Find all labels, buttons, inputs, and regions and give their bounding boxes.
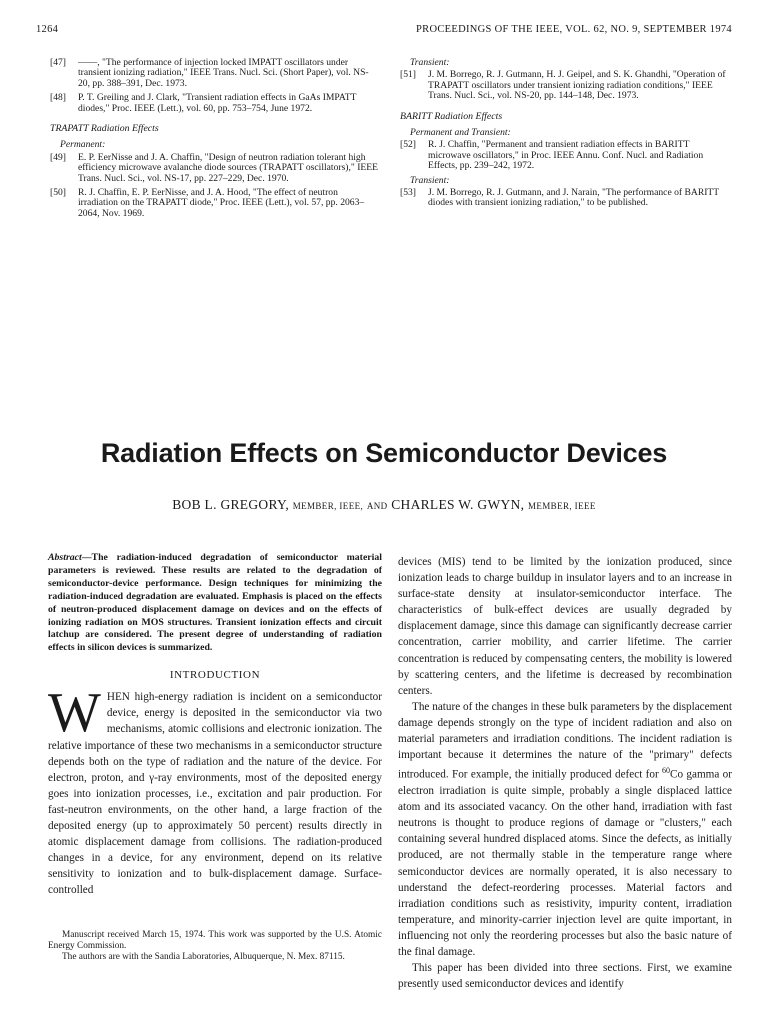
author-name: CHARLES W. GWYN, [391, 497, 525, 512]
reference-item [400, 188, 734, 209]
reference-item [50, 153, 380, 184]
isotope-superscript: 60 [662, 766, 671, 776]
left-column [48, 552, 382, 898]
reference-number: [48] [50, 92, 66, 104]
body-paragraph: This paper has been divided into three sections. First, we examine presently used semiconductor devices and identify [398, 962, 732, 991]
subheading-permanent-transient: Permanent and Transient: [410, 127, 511, 139]
body-paragraph: devices (MIS) tend to be limited by the ionization produced, since ionization leads to charge buildup in insulator layers and to an increase in surface-state density at insulator-semiconductor interface. The characteristics of bulk-effect devices are usually degraded by displacement damage, since this damage can significantly decrease carrier concentration, carrier mobility, and carrier lifetime. The carrier concentration is reduced by compensating centers, the mobility is lowered by scattering centers, and the lifetime is decreased by recombination centers. [398, 556, 732, 697]
reference-number: [52] [400, 139, 416, 151]
abstract [48, 552, 382, 655]
abstract-text: —The radiation-induced degradation of semiconductor material parameters is reviewed. These results are related to the degradation of semiconductor-device performance. Design techniques for minimizing the radiation-induced degradation are evaluated. Emphasis is placed on the effects of neutron-produced displacement damage on devices and on the effects of ionizing radiation on MOS structures. Transient ionization effects and circuit latchup are considered. The present degree of understanding of radiation effects in silicon devices is summarized. [48, 552, 382, 654]
right-column [398, 554, 732, 992]
subheading-transient-2: Transient: [410, 174, 450, 186]
reference-text: E. P. EerNisse and J. A. Chaffin, "Design of neutron radiation tolerant high efficiency microwave avalanche diode sources (TRAPATT oscillators)," IEEE Trans. Nucl. Sci., vol. NS-17, pp. 227–229, Dec. 1970. [78, 151, 378, 184]
reference-item [400, 140, 734, 171]
introduction-heading: INTRODUCTION [169, 669, 261, 682]
author-name: BOB L. GREGORY, [172, 497, 289, 512]
abstract-label: Abstract [48, 552, 82, 563]
reference-item [50, 188, 380, 219]
author-line [0, 497, 768, 513]
intro-text: HEN high-energy radiation is incident on a semiconductor device, energy is deposited in the semiconductor via two mechanisms, atomic collisions and electronic ionization. The relative importance of these two mechanisms in a semiconductor structure depends both on the type of radiation and the nature of the device. For electron, proton, and γ-ray environments, most of the deposited energy goes into ionization processes, i.e., excitation and pair production. For fast-neutron environments, on the other hand, a large fraction of the deposited energy (up to approximately 50 percent) results directly in atomic displacement damage from collisions. The radiation-produced changes in a device, for any environment, depend on its relative sensitivity to ionization and to bulk-displacement damage. Surface-controlled [48, 691, 382, 897]
body-text: Co gamma or electron irradiation is quite simple, probably a single displaced lattice atom and its associated vacancy. On the other hand, irradiation with fast neutrons is thought to produce regions of damage or "clusters," each containing several hundred displaced atoms. Since the defects, as initially produced, are not thermally stable in the temperature range where semiconductor devices are normally operated, it is also necessary to understand the defect-reordering processes. Material factors and irradiation conditions such as resistivity, impurity content, irradiation temperature, and minority-carrier injection level are quite important, in influencing not only the reordering processes but also the basic nature of the final damage. [398, 768, 732, 958]
references-left [50, 58, 380, 223]
article-title: Radiation Effects on Semiconductor Devices [100, 438, 668, 468]
footnotes [48, 930, 382, 964]
reference-text: J. M. Borrego, R. J. Gutmann, and J. Narain, "The performance of BARITT diodes with transient ionizing radiation," to be published. [428, 187, 719, 209]
reference-item [400, 70, 734, 101]
author-membership: MEMBER, IEEE, [292, 501, 364, 511]
author-conjunction: AND [366, 501, 388, 511]
drop-cap: W [48, 682, 101, 745]
reference-text: ——, "The performance of injection locked IMPATT oscillators under transient ionizing radiation," IEEE Trans. Nucl. Sci. (Short Paper), vol. NS-20, pp. 388–391, Dec. 1973. [78, 57, 369, 89]
author-membership: MEMBER, IEEE [527, 501, 596, 511]
reference-number: [50] [50, 187, 66, 199]
intro-paragraph [48, 682, 382, 898]
reference-text: J. M. Borrego, R. J. Gutmann, H. J. Geipel, and S. K. Ghandhi, "Operation of TRAPATT oscillators under transient ionizing radiation conditions," IEEE Trans. Nucl. Sci., vol. NS-20, pp. 144–148, Dec. 1973. [428, 69, 726, 102]
references-right [400, 58, 734, 213]
reference-text: R. J. Chaffin, "Permanent and transient radiation effects in BARITT microwave oscillators," in Proc. IEEE Annu. Conf. Nucl. and Radiation Effects, pp. 239–242, 1972. [428, 139, 704, 172]
reference-item [50, 58, 380, 89]
section-heading-trapatt: TRAPATT Radiation Effects [50, 123, 159, 135]
reference-text: R. J. Chaffin, E. P. EerNisse, and J. A. Hood, "The effect of neutron irradiation on the TRAPATT diode," Proc. IEEE (Lett.), vol. 57, pp. 2063–2064, Nov. 1969. [78, 187, 365, 219]
subheading-permanent: Permanent: [60, 139, 106, 151]
body-paragraph [398, 699, 732, 960]
reference-number: [53] [400, 187, 416, 199]
reference-number: [49] [50, 151, 66, 163]
reference-item [50, 93, 380, 114]
footnote-manuscript: Manuscript received March 15, 1974. This work was supported by the U.S. Atomic Energy Commission. [48, 930, 382, 952]
page-number: 1264 [36, 24, 59, 35]
section-heading-baritt: BARITT Radiation Effects [400, 110, 503, 122]
body-text: The nature of the changes in these bulk parameters by the displacement damage depends strongly on the type of incident radiation and also on material parameters and irradiation conditions. The incident radiation is important because it determines the nature of the "primary" defects introduced. For example, the initially produced defect for [398, 700, 732, 781]
journal-header: PROCEEDINGS OF THE IEEE, VOL. 62, NO. 9, SEPTEMBER 1974 [416, 24, 732, 35]
reference-number: [47] [50, 57, 66, 68]
subheading-transient: Transient: [410, 57, 450, 68]
reference-text: P. T. Greiling and J. Clark, "Transient radiation effects in GaAs IMPATT diodes," Proc. IEEE (Lett.), vol. 60, pp. 753–754, June 1972. [78, 92, 357, 114]
footnote-affiliation: The authors are with the Sandia Laboratories, Albuquerque, N. Mex. 87115. [62, 952, 345, 963]
reference-number: [51] [400, 69, 416, 81]
